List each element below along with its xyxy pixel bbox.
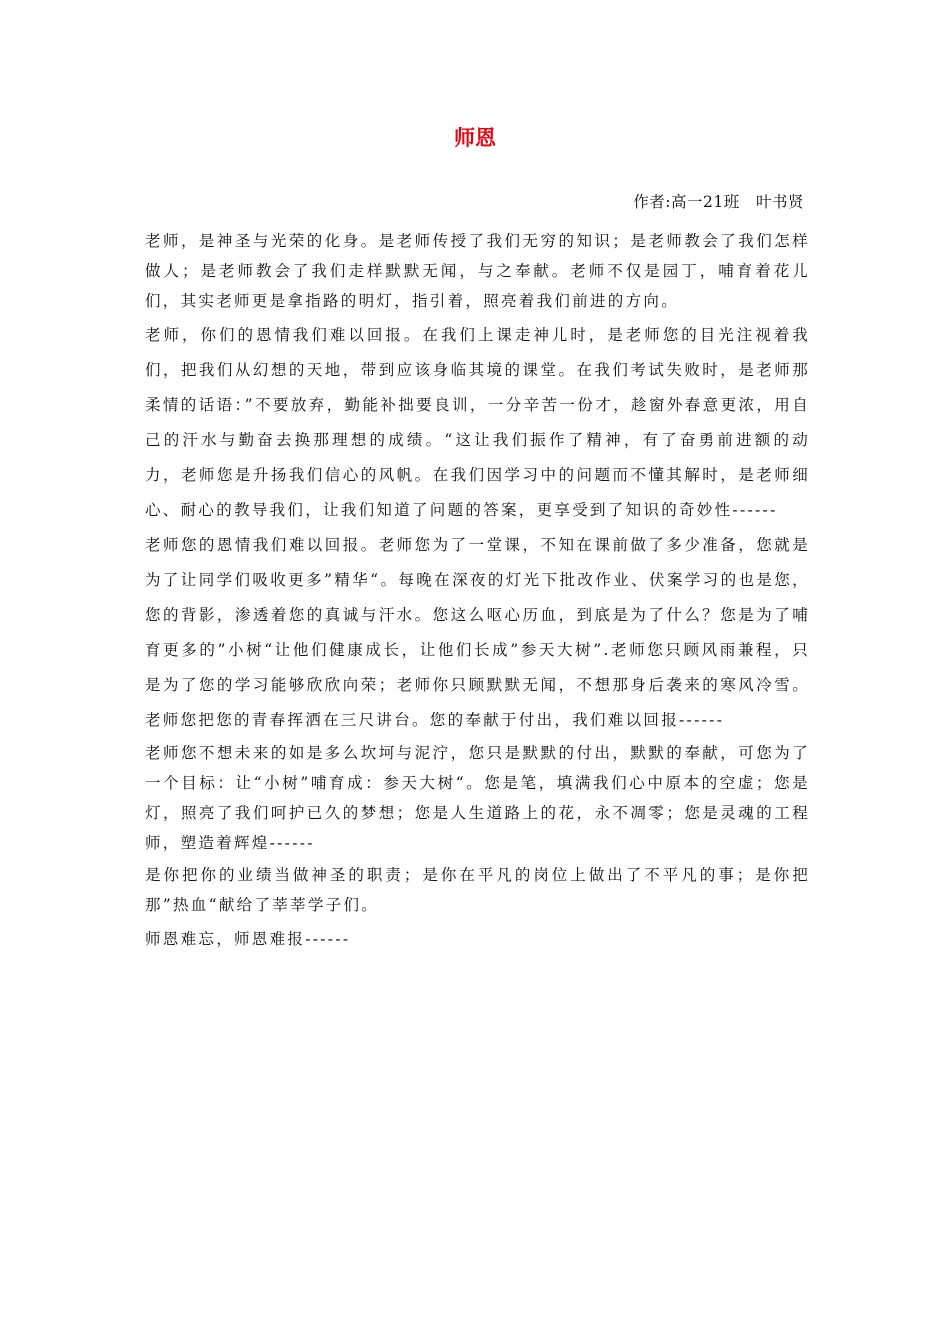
document-body <box>145 226 810 954</box>
paragraph: 老师您的恩情我们难以回报。老师您为了一堂课，不知在课前做了多少准备，您就是为了让同学们吸收更多”精华“。每晚在深夜的灯光下批改作业、伏案学习的也是您，您的背影，渗透着您的真诚与汗水。您这么呕心历血，到底是为了什么？您是为了哺育更多的”小树“让他们健康成长，让他们长成”参天大树”.老师您只顾风雨兼程，只是为了您的学习能够欣欣向荣；老师你只顾默默无闻，不想那身后袭来的寒风冷雪。老师您把您的青春挥洒在三尺讲台。您的奉献于付出，我们难以回报------ <box>145 536 810 729</box>
paragraph: 老师，是神圣与光荣的化身。是老师传授了我们无穷的知识；是老师教会了我们怎样做人；是老师教会了我们走样默默无闻，与之奉献。老师不仅是园丁，哺育着花儿们，其实老师更是拿指路的明灯，指引着，照亮着我们前进的方向。 <box>145 232 810 310</box>
paragraph: 老师您不想未来的如是多么坎坷与泥泞，您只是默默的付出，默默的奉献，可您为了一个目标：让“小树”哺育成：参天大树“。您是笔，填满我们心中原本的空虚；您是灯，照亮了我们呵护已久的梦想；您是人生道路上的花，永不凋零；您是灵魂的工程师，塑造着辉煌------ <box>145 744 810 852</box>
document-title: 师恩 <box>454 126 496 150</box>
paragraph: 是你把你的业绩当做神圣的职责；是你在平凡的岗位上做出了不平凡的事；是你把那”热血“献给了莘莘学子们。 <box>145 866 810 914</box>
paragraph: 老师，你们的恩情我们难以回报。在我们上课走神儿时，是老师您的目光注视着我们，把我们从幻想的天地，带到应该身临其境的课堂。在我们考试失败时，是老师那柔情的话语：”不要放弃，勤能补拙要良训，一分辛苦一份才，趁窗外春意更浓，用自己的汗水与勤奋去换那理想的成绩。“这让我们振作了精神，有了奋勇前进额的动力，老师您是升扬我们信心的风帆。在我们因学习中的问题而不懂其解时，是老师细心、耐心的教导我们，让我们知道了问题的答案，更享受到了知识的奇妙性------ <box>145 326 810 519</box>
paragraph: 师恩难忘，师恩难报------ <box>145 930 351 948</box>
author-line: 作者:高一21班 叶书贤 <box>633 193 804 211</box>
